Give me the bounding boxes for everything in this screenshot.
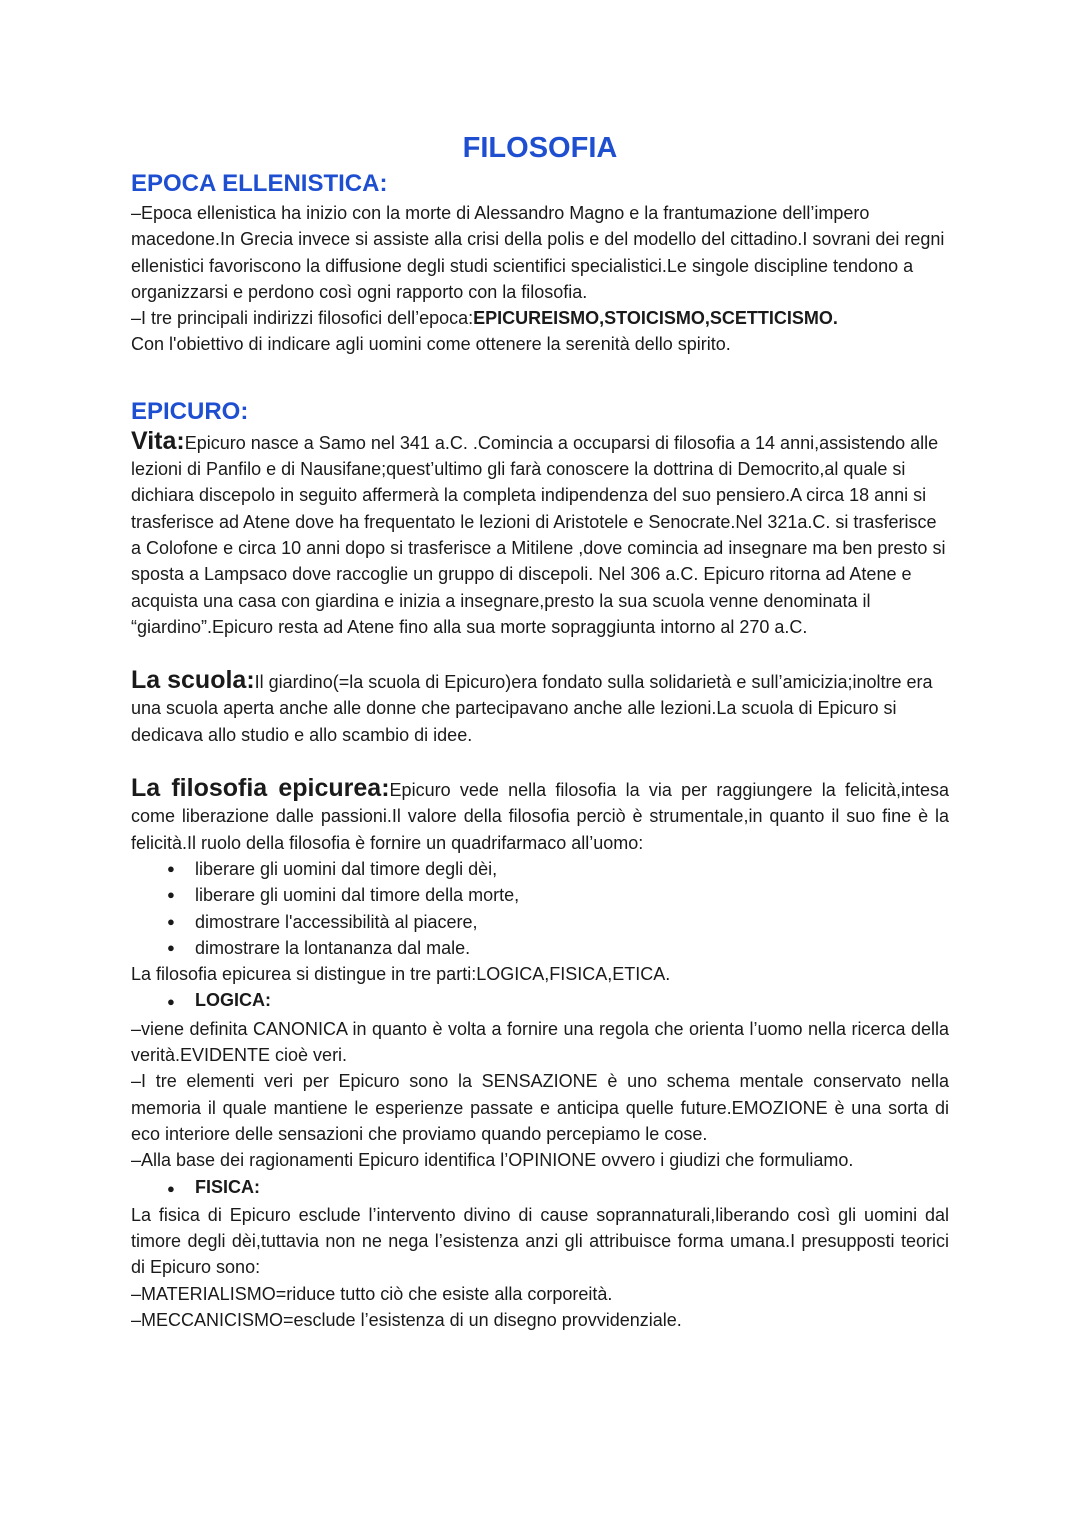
paragraph-indirizzi xyxy=(131,305,949,358)
paragraph-epoca-intro: –Epoca ellenistica ha inizio con la morte di Alessandro Magno e la frantumazione dell’impero macedone.In Grecia invece si assiste alla crisi della polis e del modello del cittadino.I sovrani dei regni ellenistici favoriscono la diffusione degli studi scientifici specialistici.Le singole discipline tendono a organizzarsi e perdono così ogni rapporto con la filosofia. xyxy=(131,203,945,302)
list-item: ● dimostrare la lontananza dal male. xyxy=(167,935,949,961)
bullet-icon: ● xyxy=(167,1180,175,1196)
paragraph-tre-parti: La filosofia epicurea si distingue in tre parti:LOGICA,FISICA,ETICA. xyxy=(131,964,671,985)
paragraph-fisica-3: –MECCANICISMO=esclude l’esistenza di un disegno provvidenziale. xyxy=(131,1309,682,1330)
filosofia-text: Epicuro vede nella filosofia la via per raggiungere la felicità,intesa come liberazione dalle passioni.Il valore della filosofia perciò è strumentale,in quanto il suo fine è la felicità.Il ruolo della filosofia è fornire un quadrifarmaco all’uomo: xyxy=(131,780,950,853)
page-title: FILOSOFIA xyxy=(462,132,618,164)
document-page xyxy=(131,128,949,1333)
paragraph-logica-2: –I tre elementi veri per Epicuro sono la SENSAZIONE è uno schema mentale conservato nella memoria il quale mantiene le esperienze passate e anticipa quelle future.EMOZIONE è una sorta di eco interiore delle sensazioni che proviamo quando percepiamo le cose. xyxy=(131,1071,949,1144)
subheading-logica xyxy=(131,987,949,1015)
list-item: ● dimostrare l'accessibilità al piacere, xyxy=(167,909,949,935)
fisica-label: FISICA: xyxy=(195,1176,260,1197)
quadrifarmaco-list xyxy=(131,856,949,961)
scuola-label: La scuola: xyxy=(131,666,255,695)
indirizzi-rest: Con l'obiettivo di indicare agli uomini come ottenere la serenità dello spirito. xyxy=(131,334,731,355)
paragraph-logica-1: –viene definita CANONICA in quanto è volta a fornire una regola che orienta l’uomo nella ricerca della verità.EVIDENTE cioè veri. xyxy=(131,1018,949,1066)
scuola-text: Il giardino(=la scuola di Epicuro)era fondato sulla solidarietà e sull’amicizia;inoltre era una scuola aperta anche alle donne che partecipavano anche alle lezioni.La scuola di Epicuro si dedicava allo studio e allo scambio di idee. xyxy=(131,672,933,745)
paragraph-vita xyxy=(131,428,949,640)
filosofia-label: La filosofia epicurea: xyxy=(131,774,390,803)
paragraph-filosofia-epicurea xyxy=(131,775,949,856)
indirizzi-lead: –I tre principali indirizzi filosofici dell’epoca: xyxy=(131,308,474,329)
vita-label: Vita: xyxy=(131,426,185,455)
paragraph-logica-3: –Alla base dei ragionamenti Epicuro identifica l’OPINIONE ovvero i giudizi che formuliamo. xyxy=(131,1150,854,1171)
heading-epoca-ellenistica: EPOCA ELLENISTICA: xyxy=(131,170,388,197)
paragraph-fisica-1: La fisica di Epicuro esclude l’intervento divino di cause soprannaturali,liberando così gli uomini dal timore degli dèi,tuttavia non ne nega l’esistenza anzi gli attribuisce forma umana.I presupposti teorici di Epicuro sono: xyxy=(131,1204,949,1278)
list-item: ● liberare gli uomini dal timore degli dèi, xyxy=(167,856,949,882)
paragraph-fisica-2: –MATERIALISMO=riduce tutto ciò che esiste alla corporeità. xyxy=(131,1283,613,1304)
indirizzi-list: EPICUREISMO,STOICISMO,SCETTICISMO. xyxy=(473,308,838,329)
heading-epicuro: EPICURO: xyxy=(131,397,249,425)
bullet-icon: ● xyxy=(167,994,175,1010)
logica-label: LOGICA: xyxy=(195,990,271,1011)
subheading-fisica xyxy=(131,1174,949,1202)
vita-text: Epicuro nasce a Samo nel 341 a.C. .Comincia a occuparsi di filosofia a 14 anni,assistendo alle lezioni di Panfilo e di Nausifane;quest’ultimo gli farà conoscere la dottrina di Democrito,al quale si dichiara discepolo in seguito affermerà la completa indipendenza del suo pensiero.A circa 18 anni si trasferisce ad Atene dove ha frequentato le lezioni di Aristotele e Senocrate.Nel 321a.C. si trasferisce a Colofone e circa 10 anni dopo si trasferisce a Mitilene ,dove comincia ad insegnare ma ben presto si sposta a Lampsaco dove raccoglie un gruppo di discepoli. Nel 306 a.C. Epicuro ritorna ad Atene e acquista una casa con giardina e inizia a insegnare,presto la sua scuola venne denominata il “giardino”.Epicuro resta ad Atene fino alla sua morte sopraggiunta intorno al 270 a.C. xyxy=(131,432,946,637)
list-item: ● liberare gli uomini dal timore della morte, xyxy=(167,882,949,908)
paragraph-scuola xyxy=(131,667,949,748)
